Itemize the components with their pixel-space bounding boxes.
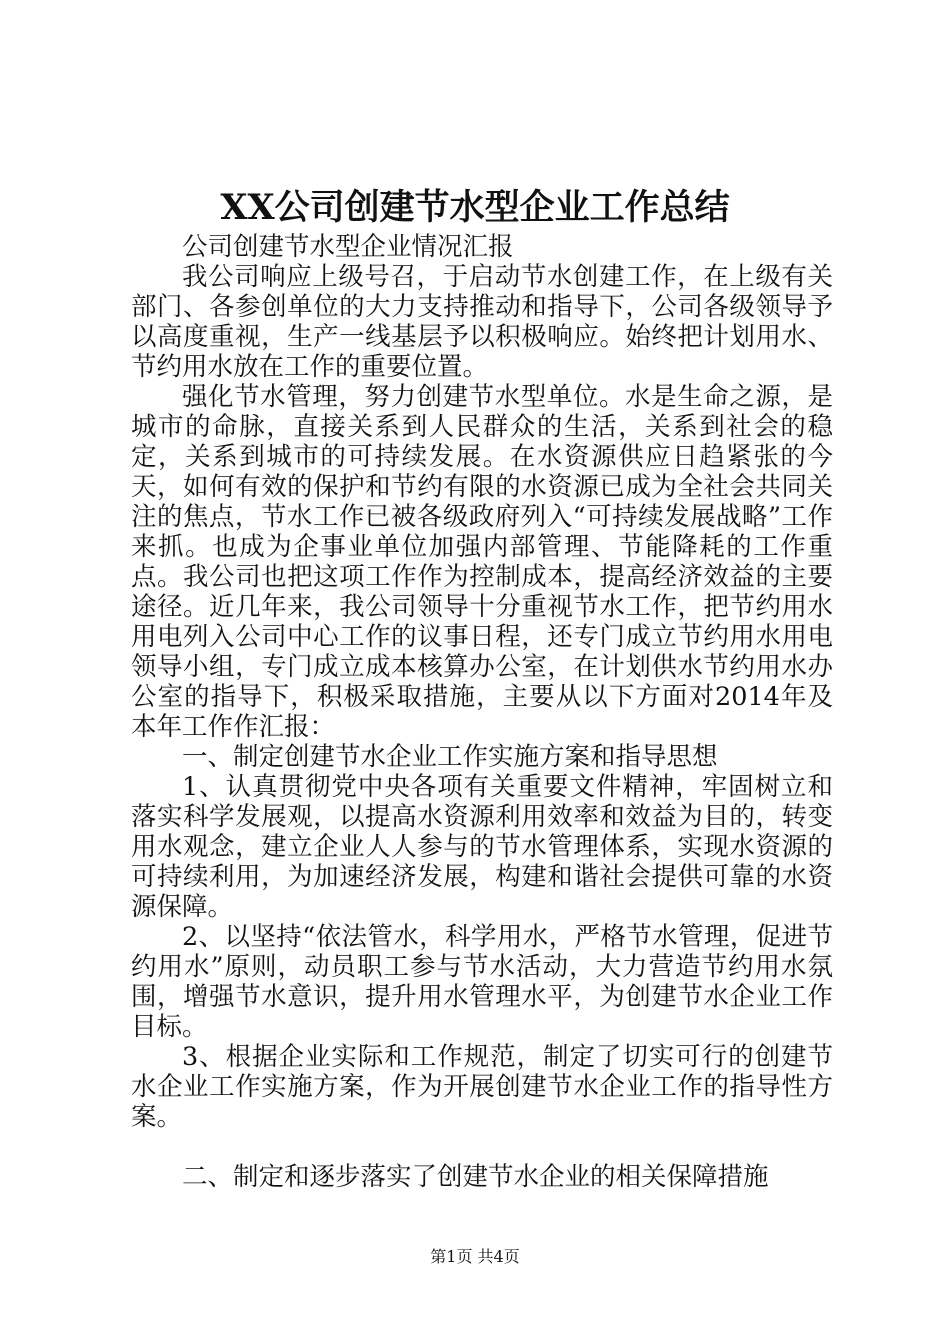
paragraph-item-3: 3、根据企业实际和工作规范，制定了切实可行的创建节水企业工作实施方案，作为开展创建节水企业工作的指导性方案。 [131,1042,833,1132]
paragraph-intro: 我公司响应上级号召，于启动节水创建工作，在上级有关部门、各参创单位的大力支持推动和指导下，公司各级领导予以高度重视，生产一线基层予以积极响应。始终把计划用水、节约用水放在工作的重要位置。 [131,262,833,382]
section-heading-1: 一、制定创建节水企业工作实施方案和指导思想 [182,742,718,772]
section-heading-2: 二、制定和逐步落实了创建节水企业的相关保障措施 [182,1162,769,1192]
paragraph-item-2: 2、以坚持“依法管水，科学用水，严格节水管理，促进节约用水”原则，动员职工参与节水活动，大力营造节约用水氛围，增强节水意识，提升用水管理水平，为创建节水企业工作目标。 [131,922,833,1042]
document-body [131,232,833,1192]
paragraph-strengthen-management: 强化节水管理，努力创建节水型单位。水是生命之源，是城市的命脉，直接关系到人民群众的生活，关系到社会的稳定，关系到城市的可持续发展。在水资源供应日趋紧张的今天，如何有效的保护和节约有限的水资源已成为全社会共同关注的焦点，节水工作已被各级政府列入“可持续发展战略”工作来抓。也成为企事业单位加强内部管理、节能降耗的工作重点。我公司也把这项工作作为控制成本，提高经济效益的主要途径。近几年来，我公司领导十分重视节水工作，把节约用水用电列入公司中心工作的议事日程，还专门成立节约用水用电领导小组，专门成立成本核算办公室，在计划供水节约用水办公室的指导下，积极采取措施，主要从以下方面对2014年及本年工作作汇报： [131,382,833,742]
paragraph-report-heading: 公司创建节水型企业情况汇报 [182,232,514,262]
paragraph-item-1: 1、认真贯彻党中央各项有关重要文件精神，牢固树立和落实科学发展观，以提高水资源利用效率和效益为目的，转变用水观念，建立企业人人参与的节水管理体系，实现水资源的可持续利用，为加速经济发展，构建和谐社会提供可靠的水资源保障。 [131,772,833,922]
document-title: XX公司创建节水型企业工作总结 [220,187,730,228]
paragraph-spacer [131,1132,833,1162]
page-number-footer: 第1页 共4页 [430,1247,520,1266]
